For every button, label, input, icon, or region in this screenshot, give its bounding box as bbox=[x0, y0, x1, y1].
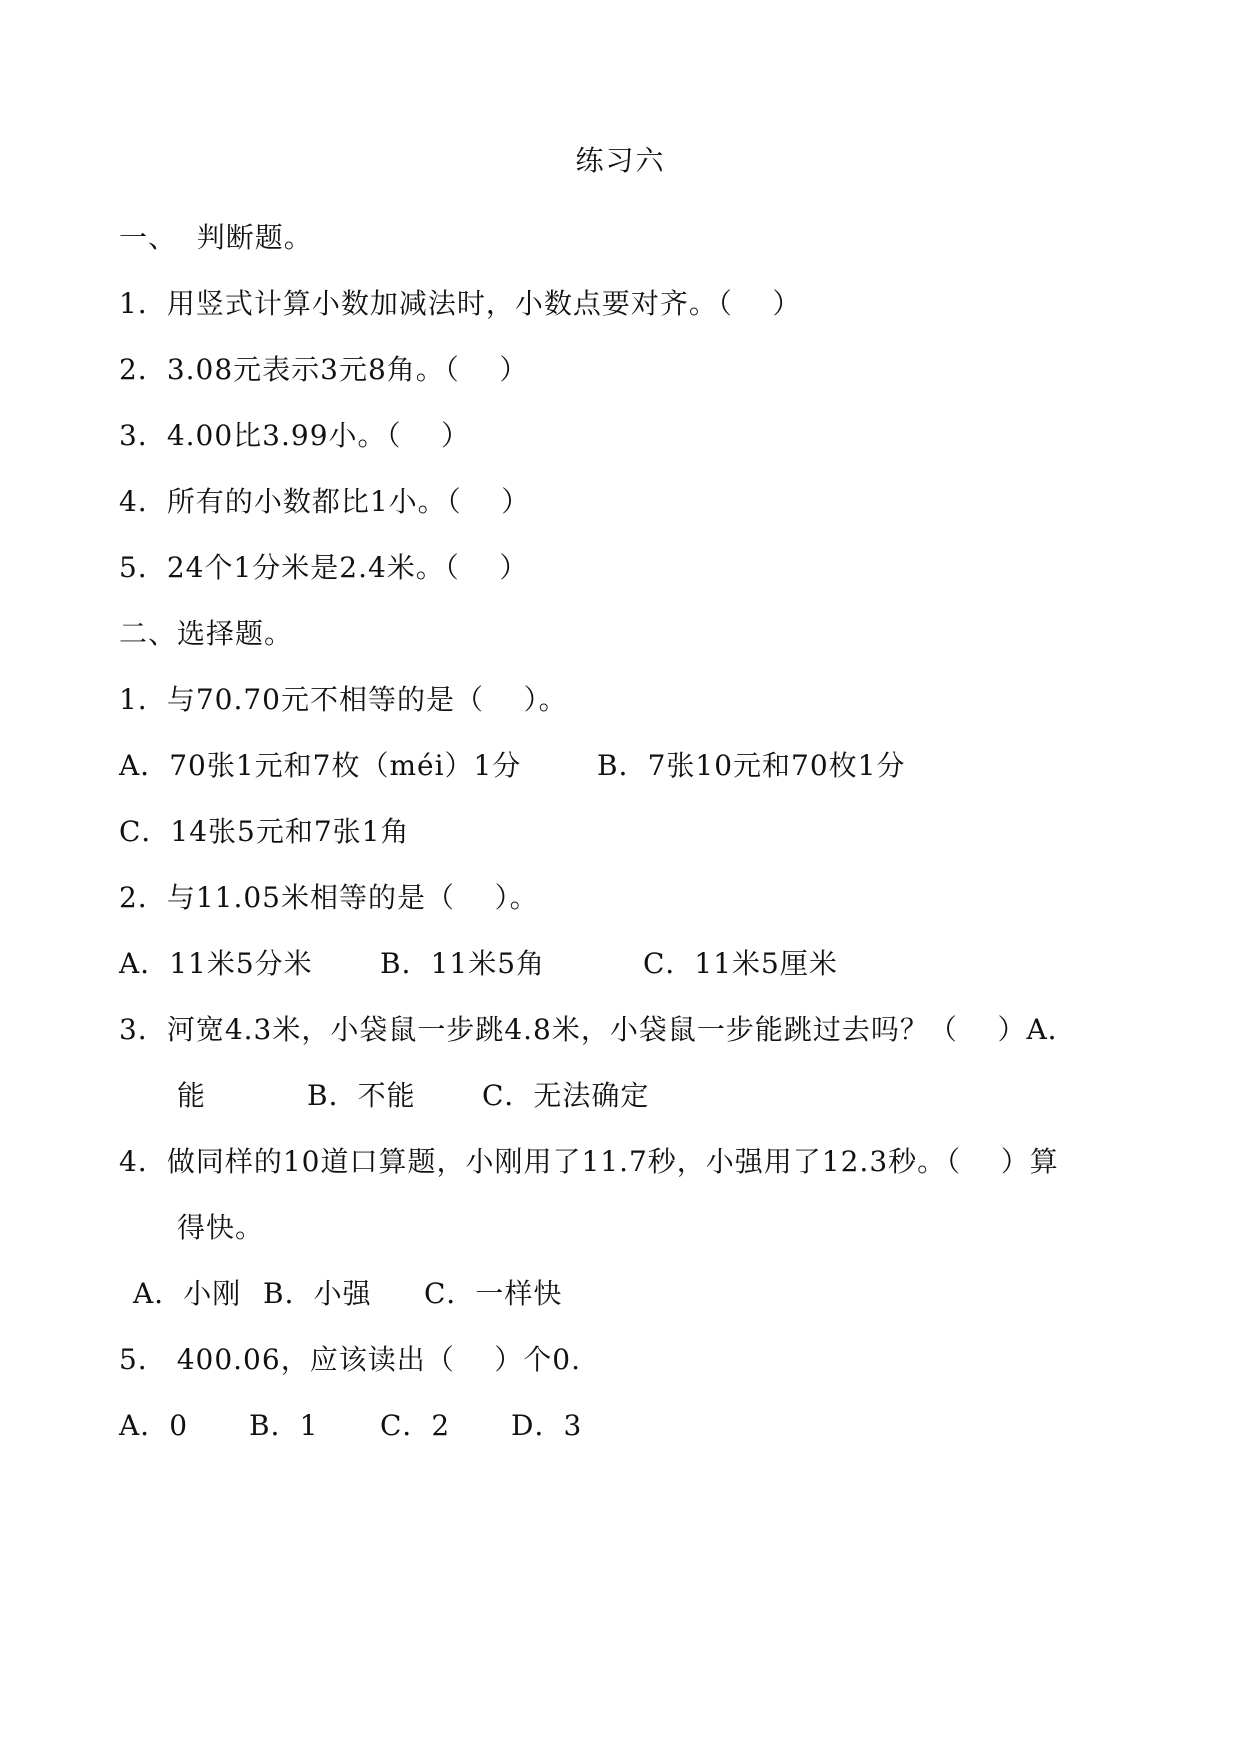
judge-item-1: 1．用竖式计算小数加减法时，小数点要对齐。（ ） bbox=[119, 287, 802, 320]
choice-q4-stem: 4．做同样的10道口算题，小刚用了11.7秒，小强用了12.3秒。（ ）算 bbox=[119, 1145, 1059, 1178]
page-title: 练习六 bbox=[575, 144, 666, 177]
choice-q5-option-d: D．3 bbox=[511, 1409, 583, 1442]
choice-q3-option-b: B．不能 bbox=[307, 1079, 416, 1112]
choice-q3-option-c: C．无法确定 bbox=[482, 1079, 650, 1112]
choice-q3-option-a-cont: 能 bbox=[177, 1079, 207, 1112]
choice-q1-option-c: C．14张5元和7张1角 bbox=[119, 815, 410, 848]
choice-q1-option-a: A．70张1元和7枚（méi）1分 bbox=[119, 749, 522, 782]
judge-item-2: 2．3.08元表示3元8角。（ ） bbox=[119, 353, 529, 386]
choice-q2-stem: 2．与11.05米相等的是（ ）。 bbox=[119, 881, 539, 914]
choice-q4-option-a: A．小刚 bbox=[133, 1277, 242, 1310]
choice-q3-stem: 3．河宽4.3米，小袋鼠一步跳4.8米，小袋鼠一步能跳过去吗？（ ）A． bbox=[119, 1013, 1077, 1046]
judge-item-4: 4．所有的小数都比1小。（ ） bbox=[119, 485, 531, 518]
judge-item-5: 5．24个1分米是2.4米。（ ） bbox=[119, 551, 529, 584]
choice-q4-stem-cont: 得快。 bbox=[177, 1211, 265, 1244]
choice-q2-option-c: C．11米5厘米 bbox=[643, 947, 838, 980]
judge-item-3: 3．4.00比3.99小。（ ） bbox=[119, 419, 471, 452]
choice-q5-option-b: B．1 bbox=[249, 1409, 319, 1442]
section-1-heading: 一、 判断题。 bbox=[119, 221, 313, 254]
choice-q2-option-b: B．11米5角 bbox=[380, 947, 546, 980]
choice-q4-option-c: C．一样快 bbox=[424, 1277, 563, 1310]
choice-q4-option-b: B．小强 bbox=[263, 1277, 372, 1310]
choice-q2-option-a: A．11米5分米 bbox=[119, 947, 313, 980]
section-2-heading: 二、选择题。 bbox=[119, 617, 294, 650]
choice-q5-stem: 5． 400.06，应该读出（ ）个0. bbox=[119, 1343, 582, 1376]
choice-q1-option-b: B．7张10元和70枚1分 bbox=[597, 749, 906, 782]
choice-q5-option-c: C．2 bbox=[380, 1409, 451, 1442]
choice-q1-stem: 1．与70.70元不相等的是（ ）。 bbox=[119, 683, 568, 716]
choice-q5-option-a: A．0 bbox=[119, 1409, 189, 1442]
